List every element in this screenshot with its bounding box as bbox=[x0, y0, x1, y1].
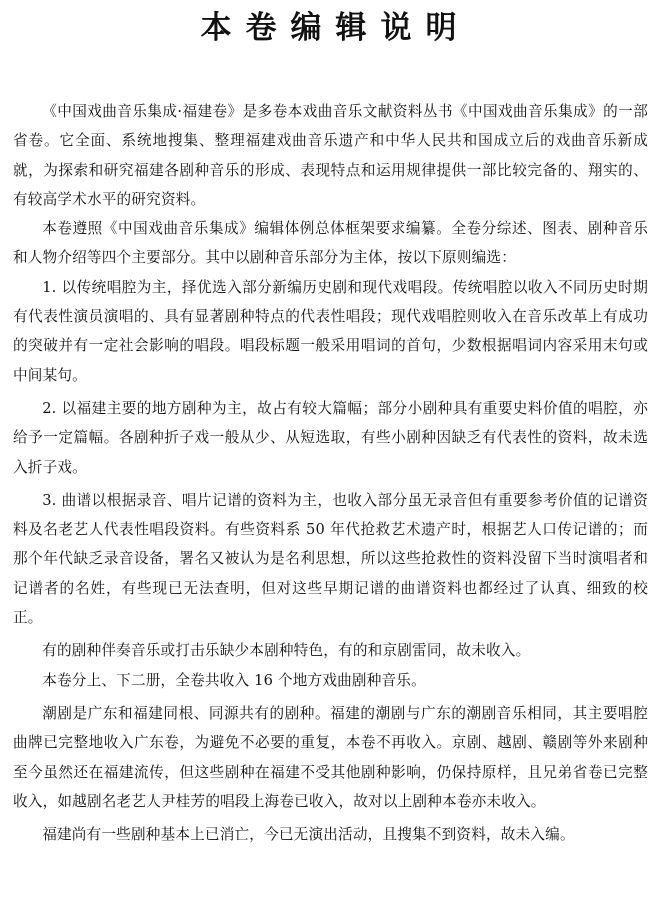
paragraph-accompaniment: 有的剧种伴奏音乐或打击乐缺少本剧种特色，有的和京剧雷同，故未收入。 bbox=[42, 642, 531, 660]
paragraph-intro: 《中国戏曲音乐集成·福建卷》是多卷本戏曲音乐文献资料丛书《中国戏曲音乐集成》的一部省卷。它全面、系统地搜集、整理福建戏曲音乐遗产和中华人民共和国成立后的戏曲音乐新成就，为探索和研究福建各剧种音乐的形成、表现特点和运用规律提供一部比较完备的、翔实的、有较高学术水平的研究资料。 bbox=[13, 103, 648, 208]
paragraph-structure: 本卷遵照《中国戏曲音乐集成》编辑体例总体框架要求编纂。全卷分综述、图表、剧种音乐和人物介绍等四个主要部分。其中以剧种音乐部分为主体，按以下原则编选： bbox=[13, 220, 648, 267]
paragraph-principle-2: 2. 以福建主要的地方剧种为主，故占有较大篇幅；部分小剧种具有重要史料价值的唱腔，亦给予一定篇幅。各剧种折子戏一般从少、从短选取，有些小剧种因缺乏有代表性的资料，故未选入折子戏。 bbox=[13, 399, 648, 476]
document-title: 本卷编辑说明 bbox=[200, 10, 471, 46]
paragraph-principle-3: 3. 曲谱以根据录音、唱片记谱的资料为主，也收入部分虽无录音但有重要参考价值的记谱资料及名老艺人代表性唱段资料。有些资料系 50 年代抢救艺术遗产时，根据艺人口传记谱的；而那个年代缺乏录音设备，署名又被认为是名利思想，所以这些抢救性的资料没留下当时演唱者和记谱者的名姓，有些现已无法查明，但对这些早期记谱的曲谱资料也都经过了认真、细致的校正。 bbox=[13, 491, 648, 627]
document-body bbox=[13, 97, 648, 849]
paragraph-chaoju: 潮剧是广东和福建同根、同源共有的剧种。福建的潮剧与广东的潮剧音乐相同，其主要唱腔曲牌已完整地收入广东卷，为避免不必要的重复，本卷不再收入。京剧、越剧、赣剧等外来剧种至今虽然还在福建流传，但这些剧种在福建不受其他剧种影响，仍保持原样，且兄弟省卷已完整收入，如越剧名老艺人尹桂芳的唱段上海卷已收入，故对以上剧种本卷亦未收入。 bbox=[13, 704, 648, 810]
paragraph-extinct: 福建尚有一些剧种基本上已消亡，今已无演出活动，且搜集不到资料，故未入编。 bbox=[42, 826, 575, 844]
paragraph-volumes: 本卷分上、下二册，全卷共收入 16 个地方戏曲剧种音乐。 bbox=[42, 671, 426, 689]
paragraph-principle-1: 1. 以传统唱腔为主，择优选入部分新编历史剧和现代戏唱段。传统唱腔以收入不同历史时期有代表性演员演唱的、具有显著剧种特点的代表性唱段；现代戏唱腔则收入在音乐改革上有成功的突破并有一定社会影响的唱段。唱段标题一般采用唱词的首句，少数根据唱词内容采用末句或中间某句。 bbox=[13, 278, 648, 384]
